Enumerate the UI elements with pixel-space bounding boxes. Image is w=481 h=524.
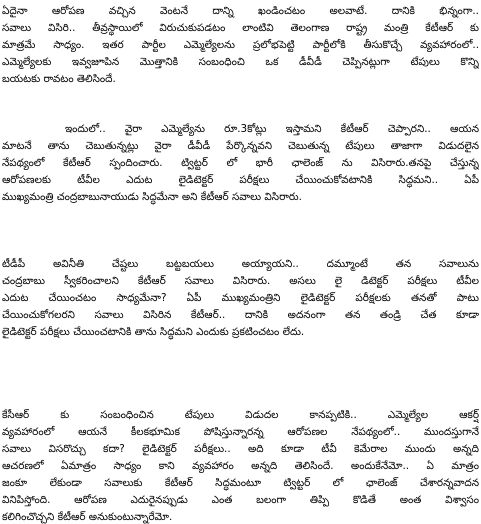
text-line: సవాలు విసరొచ్చు కదా? లైడిటెక్టర్ పరీక్షలు.. అది కూడా టీవీ కెమేరాల ముందు అన్నది [2, 443, 479, 455]
text-line: చంద్రబాబు స్వీకరించాలని కేటీఆర్ సవాలు విసిరారు. అసలు లై డిటెక్టర్ పరీక్షలు టీవీల [2, 275, 479, 287]
text-line: సవాలు విసిరి.. తీవ్రస్థాయిలో విరుచుకుపడటం లాంటివి తెలంగాణ రాష్ట్ర మంత్రి కేటీఆర్ కు [2, 22, 479, 34]
text-line: ఆచరణలో ఏమాత్రం సాధ్యం కాని వ్యవహారం అన్నది తెలిసిందే. అందుకేనేమో.. ఏ మాత్రం [2, 460, 479, 472]
text-line: మాటనే తాను చెబుతున్నట్లు వైరా డీవీడీ పేర్కొన్నవని చెబుతున్న టేపులు తాజాగా విడుదలైన [2, 140, 479, 152]
paragraph-4 [2, 407, 479, 524]
text-line: చేయించుకోగలరని సవాలు విసిరిన కేటీఆర్.. దానికి అదనంగా తన తండ్రి చేత కూడా [2, 309, 479, 321]
paragraph-1 [2, 3, 479, 88]
paragraph-2 [2, 121, 479, 206]
text-line: వ్యవహారంలో ఆయనే కీలకభూమిక పోషిస్తున్నారన్న ఆరోపణల నేపథ్యంలో.. ముందస్తుగానే [2, 426, 479, 438]
paragraph-3 [2, 256, 479, 341]
text-line: నేపథ్యంలో కేటీఆర్ స్పందించారు. ట్విట్టర్ లో భారీ ఛాలెంజ్ ను విసిరారు.తనపై చేస్తున్న [2, 157, 479, 169]
text-line: లైడిటెక్టర్ పరీక్షలు చేయించటానికి తాను సిద్ధమని ఎందుకు ప్రకటించటం లేదు. [2, 326, 305, 338]
text-line: మాత్రమే సాధ్యం. ఇతర పార్టీల ఎమ్మెల్యేలను ప్రలోభపెట్టి పార్టీలోకి తీసుకొచ్చే వ్యవహారంలో.. [2, 39, 479, 51]
text-line: ఎదుట చేయించటం సాధ్యమేనా? ఏపీ ముఖ్యమంత్రిని లైడిటెక్టర్ పరీక్షలకు తనతో పాటు [2, 292, 479, 304]
text-line: ఆరోపణలకు టీవీల ఎదుట లైడిటెక్టర్ పరీక్షలు చేయించుకోవటానికి సిద్ధమని.. ఏపీ [2, 174, 479, 186]
text-line: బయటకు రావటం తెలిసిందే. [2, 73, 116, 85]
text-line: ఇందులో.. వైరా ఎమ్మెల్యేను రూ.3కోట్లు ఇస్తామని కేటీఆర్ చెప్పారని.. ఆయన [65, 123, 479, 135]
text-line: జంకూ లేకుండా సవాలుకు కేటీఆర్ సిద్ధమంటూ ట్విట్టర్ లో ఛాలెంజ్ చేశారన్నవాదన [2, 477, 479, 489]
text-line: కలిగించొచ్చని కేటీఆర్ అనుకుంటున్నారేమో. [2, 511, 173, 523]
text-line: కేసీఆర్ కు సంబంధించిన టేపులు విడుదల కానప్పటికి.. ఎమ్మెల్యేల ఆకర్ష్ [2, 409, 479, 421]
text-line: టీడీపీ అవినీతి చేష్టలు బట్టబయలు అయ్యాయని.. దమ్మూంటే తన సవాలును [2, 258, 479, 270]
text-line: వినిపిస్తోంది. ఆరోపణ ఎదురైనప్పుడు ఎంత బలంగా తిప్పి కొడితే అంత విశ్వాసం [2, 494, 479, 506]
text-line: ముఖ్యమంత్రి చంద్రబాబునాయుడు సిద్ధమేనా అని కేటీఆర్ సవాలు విసిరారు. [2, 191, 302, 203]
text-line: ఎమ్మెల్యేలకు ఇవ్వజూపిన మొత్తానికి సంబంధించి ఒక డీవీడీ చెప్పినట్లుగా టేపులు కొన్ని [2, 56, 479, 68]
text-line: ఏదైనా ఆరోపణ వచ్చిన వెంటనే దాన్ని ఖండించటం అలవాటే. దానికి భిన్నంగా.. [2, 5, 479, 17]
